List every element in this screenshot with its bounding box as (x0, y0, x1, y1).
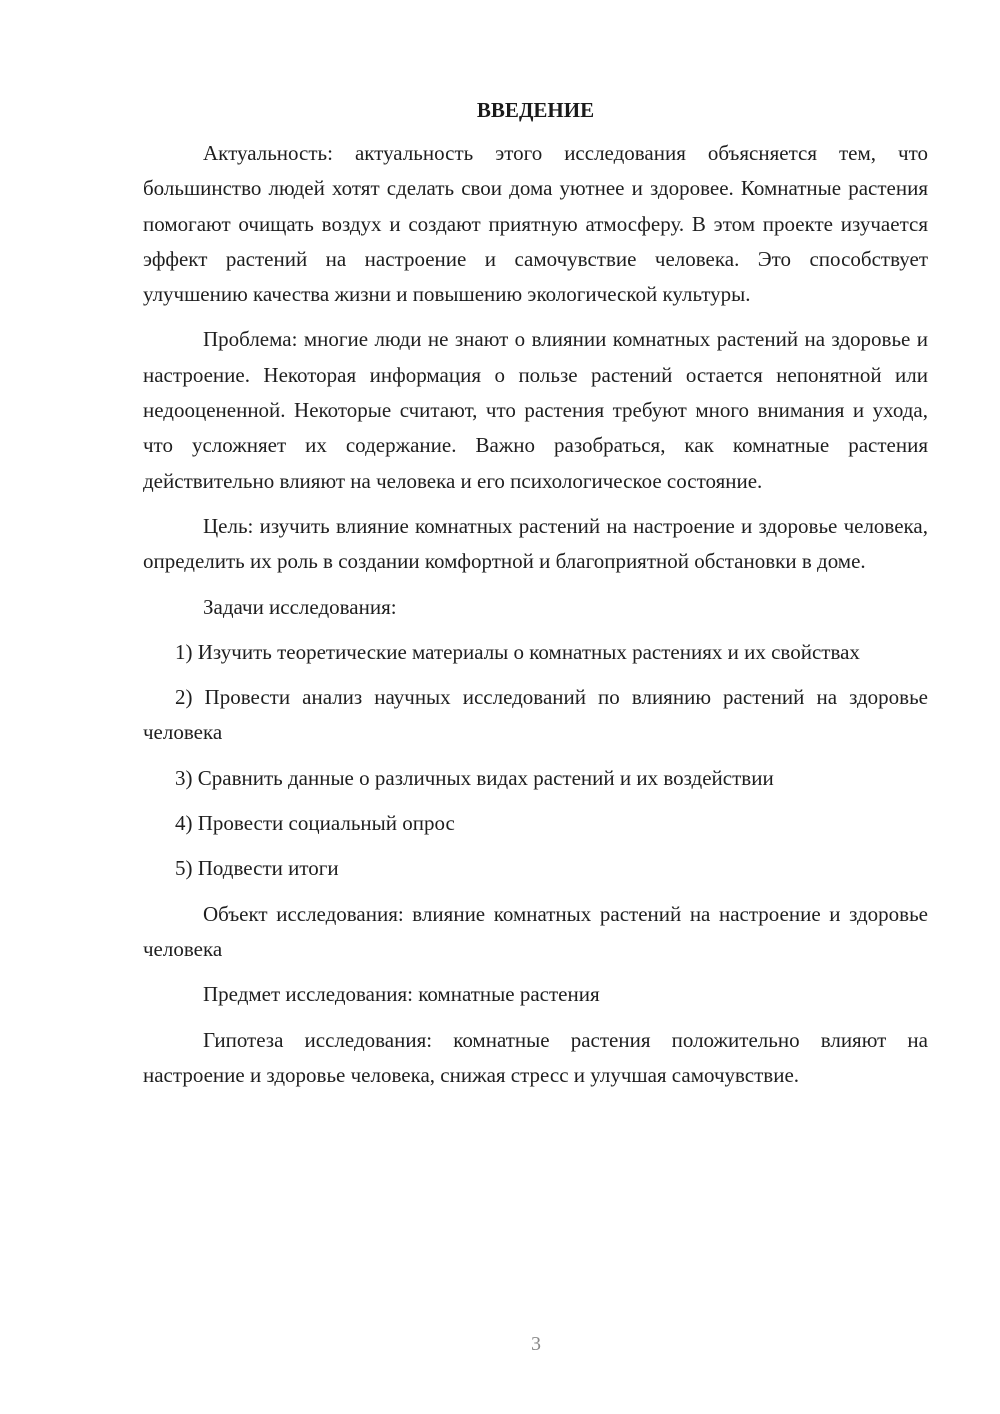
section-title: ВВЕДЕНИЕ (476, 98, 595, 122)
tasks-list (143, 635, 928, 887)
task-item: 5) Подвести итоги (175, 856, 339, 881)
task-item: 1) Изучить теоретические материалы о комнатных растениях и их свойствах (175, 639, 860, 664)
task-item: 3) Сравнить данные о различных видах растений и их воздействии (175, 765, 774, 790)
paragraph-object: Объект исследования: влияние комнатных растений на настроение и здоровье человека (143, 901, 928, 961)
paragraph-problem: Проблема: многие люди не знают о влиянии комнатных растений на здоровье и настроение. Некоторая информация о пользе растений остается непонятной или недооцененной. Некоторые считают, что растения требуют много внимания и ухода, что усложняет их содержание. Важно разобраться, как комнатные растения действительно влияют на человека и его психологическое состояние. (143, 327, 928, 493)
paragraph-hypothesis: Гипотеза исследования: комнатные растения положительно влияют на настроение и здоровье человека, снижая стресс и улучшая самочувствие. (143, 1027, 928, 1087)
paragraph-goal: Цель: изучить влияние комнатных растений на настроение и здоровье человека, определить их роль в создании комфортной и благоприятной обстановки в доме. (143, 513, 928, 574)
tasks-heading: Задачи исследования: (203, 594, 397, 619)
paragraph-relevance: Актуальность: актуальность этого исследования объясняется тем, что большинство людей хотят сделать свои дома уютнее и здоровее. Комнатные растения помогают очищать воздух и создают приятную атмосферу. В этом проекте изучается эффект растений на настроение и самочувствие человека. Это способствует улучшению качества жизни и повышению экологической культуры. (143, 141, 928, 307)
task-item: 2) Провести анализ научных исследований по влиянию растений на здоровье человека (143, 685, 928, 745)
task-item: 4) Провести социальный опрос (175, 811, 455, 836)
document-page (143, 96, 928, 1103)
paragraph-subject: Предмет исследования: комнатные растения (203, 982, 600, 1007)
page-number: 3 (531, 1333, 541, 1355)
